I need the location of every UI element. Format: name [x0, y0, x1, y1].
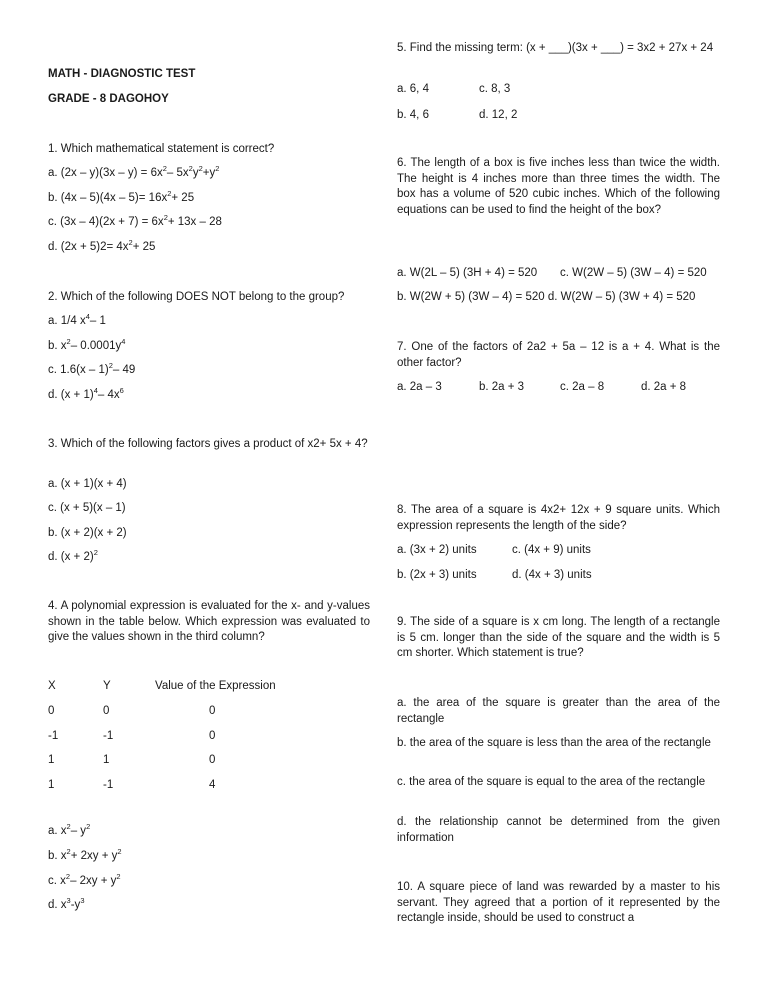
q8-option-a: a. (3x + 2) units	[397, 544, 477, 556]
test-title: MATH - DIAGNOSTIC TEST	[48, 68, 196, 80]
q2-option-d: d. $(x + 1)^4-$ $4x^6$	[48, 386, 124, 401]
q6-option-b-d: b. W(2W + 5) (3W – 4) = 520 d. W(2W – 5) (3W + 4) = 520	[397, 291, 696, 303]
q6-question: 6. The length of a box is five inches less than twice the width. The height is 4 inches more than three times the width. The box has a volume of 520 cubic inches. Which of the following equations can be used to find the height of the box?	[397, 157, 720, 216]
q6-option-c: c. W(2W – 5) (3W – 4) = 520	[560, 267, 707, 279]
q7-option-d: d. 2a + 8	[641, 381, 687, 393]
table-header-x: X	[48, 680, 56, 692]
q3-option-b: b. (x + 2)(x + 2)	[48, 527, 127, 539]
q2-option-a: a. 1/4 $x^4-$ 1	[48, 312, 106, 327]
table-cell: 1	[48, 754, 55, 766]
q4-option-b: b. $x^2+ 2xy + y^2$	[48, 847, 122, 862]
q2-question: 2. Which of the following DOES NOT belong to the group?	[48, 291, 345, 303]
q8-option-c: c. (4x + 9) units	[512, 544, 591, 556]
q8-option-b: b. (2x + 3) units	[397, 569, 477, 581]
q3-question: 3. Which of the following factors gives a product of x2+ 5x + 4?	[48, 438, 368, 450]
q9-option-b: b. the area of the square is less than the area of the rectangle	[397, 737, 711, 749]
q5-option-c: c. 8, 3	[479, 83, 511, 95]
q1-question: 1. Which mathematical statement is correct?	[48, 143, 275, 155]
q7-question: 7. One of the factors of 2a2 + 5a – 12 is a + 4. What is the other factor?	[397, 341, 720, 369]
table-cell: -1	[103, 779, 114, 791]
q5-option-b: b. 4, 6	[397, 109, 429, 121]
q2-option-c: c. 1.6(x – 1)$^2$– 49	[48, 361, 136, 376]
table-header-y: Y	[103, 680, 111, 692]
q8-question: 8. The area of a square is 4x2+ 12x + 9 square units. Which expression represents the length of the side?	[397, 504, 720, 532]
q9-option-c: c. the area of the square is equal to the area of the rectangle	[397, 776, 706, 788]
q3-option-a: a. (x + 1)(x + 4)	[48, 478, 127, 490]
table-header-value: Value of the Expression	[155, 680, 276, 692]
q3-option-d: d. $(x + 2)^2$	[48, 548, 98, 563]
q7-option-b: b. 2a + 3	[479, 381, 525, 393]
q4-option-d: d. $x^3-y^3$	[48, 896, 85, 911]
q4-option-a: a. $x^2-$ $y^2$	[48, 822, 91, 837]
grade-section: GRADE - 8 DAGOHOY	[48, 93, 169, 105]
table-cell: 1	[48, 779, 55, 791]
table-cell: 0	[103, 705, 110, 717]
q5-option-d: d. 12, 2	[479, 109, 518, 121]
q1-option-b: b. $(4x - 5)(4x - 5)= 16x^2+ 25$	[48, 189, 195, 204]
q1-option-d: d. $(2x + 5)2= 4x^2+ 25$	[48, 238, 156, 253]
table-cell: 1	[103, 754, 110, 766]
table-cell: 0	[48, 705, 55, 717]
table-cell: 0	[209, 754, 216, 766]
q6-option-a: a. W(2L – 5) (3H + 4) = 520	[397, 267, 538, 279]
q5-option-a: a. 6, 4	[397, 83, 429, 95]
q7-option-c: c. 2a – 8	[560, 381, 605, 393]
q8-option-d: d. (4x + 3) units	[512, 569, 592, 581]
table-cell: -1	[48, 730, 59, 742]
q4-option-c: c. $x^2-$ $2xy + y^2$	[48, 872, 121, 887]
q7-option-a: a. 2a – 3	[397, 381, 442, 393]
q9-question: 9. The side of a square is x cm long. The length of a rectangle is 5 cm. longer than the side of the square and the width is 5 cm shorter. Which statement is true?	[397, 616, 720, 659]
q9-option-a: a. the area of the square is greater than the area of the rectangle	[397, 697, 720, 725]
table-cell: -1	[103, 730, 114, 742]
table-cell: 0	[209, 705, 216, 717]
table-cell: 4	[209, 779, 216, 791]
q10-question: 10. A square piece of land was rewarded by a master to his servant. They agreed that a portion of it represented by the rectangle inside, should be used to construct a	[397, 881, 720, 924]
q4-question: 4. A polynomial expression is evaluated for the x- and y-values shown in the table below. Which expression was evaluated to give the values shown in the third column?	[48, 600, 370, 643]
q3-option-c: c. (x + 5)(x – 1)	[48, 502, 126, 514]
q1-option-a: a. $(2x - y)(3x - y) = 6x^2-$ $5x^2y^2+y^2$	[48, 164, 220, 179]
q2-option-b: b. $x^2-$ $0.0001y^4$	[48, 337, 126, 352]
q1-option-c: c. $(3x - 4)(2x + 7) = 6x^2+ 13x - 28$	[48, 213, 222, 228]
table-cell: 0	[209, 730, 216, 742]
q5-question: 5. Find the missing term: (x + ___)(3x + ___) = 3x2 + 27x + 24	[397, 42, 714, 54]
q9-option-d: d. the relationship cannot be determined from the given information	[397, 816, 720, 844]
